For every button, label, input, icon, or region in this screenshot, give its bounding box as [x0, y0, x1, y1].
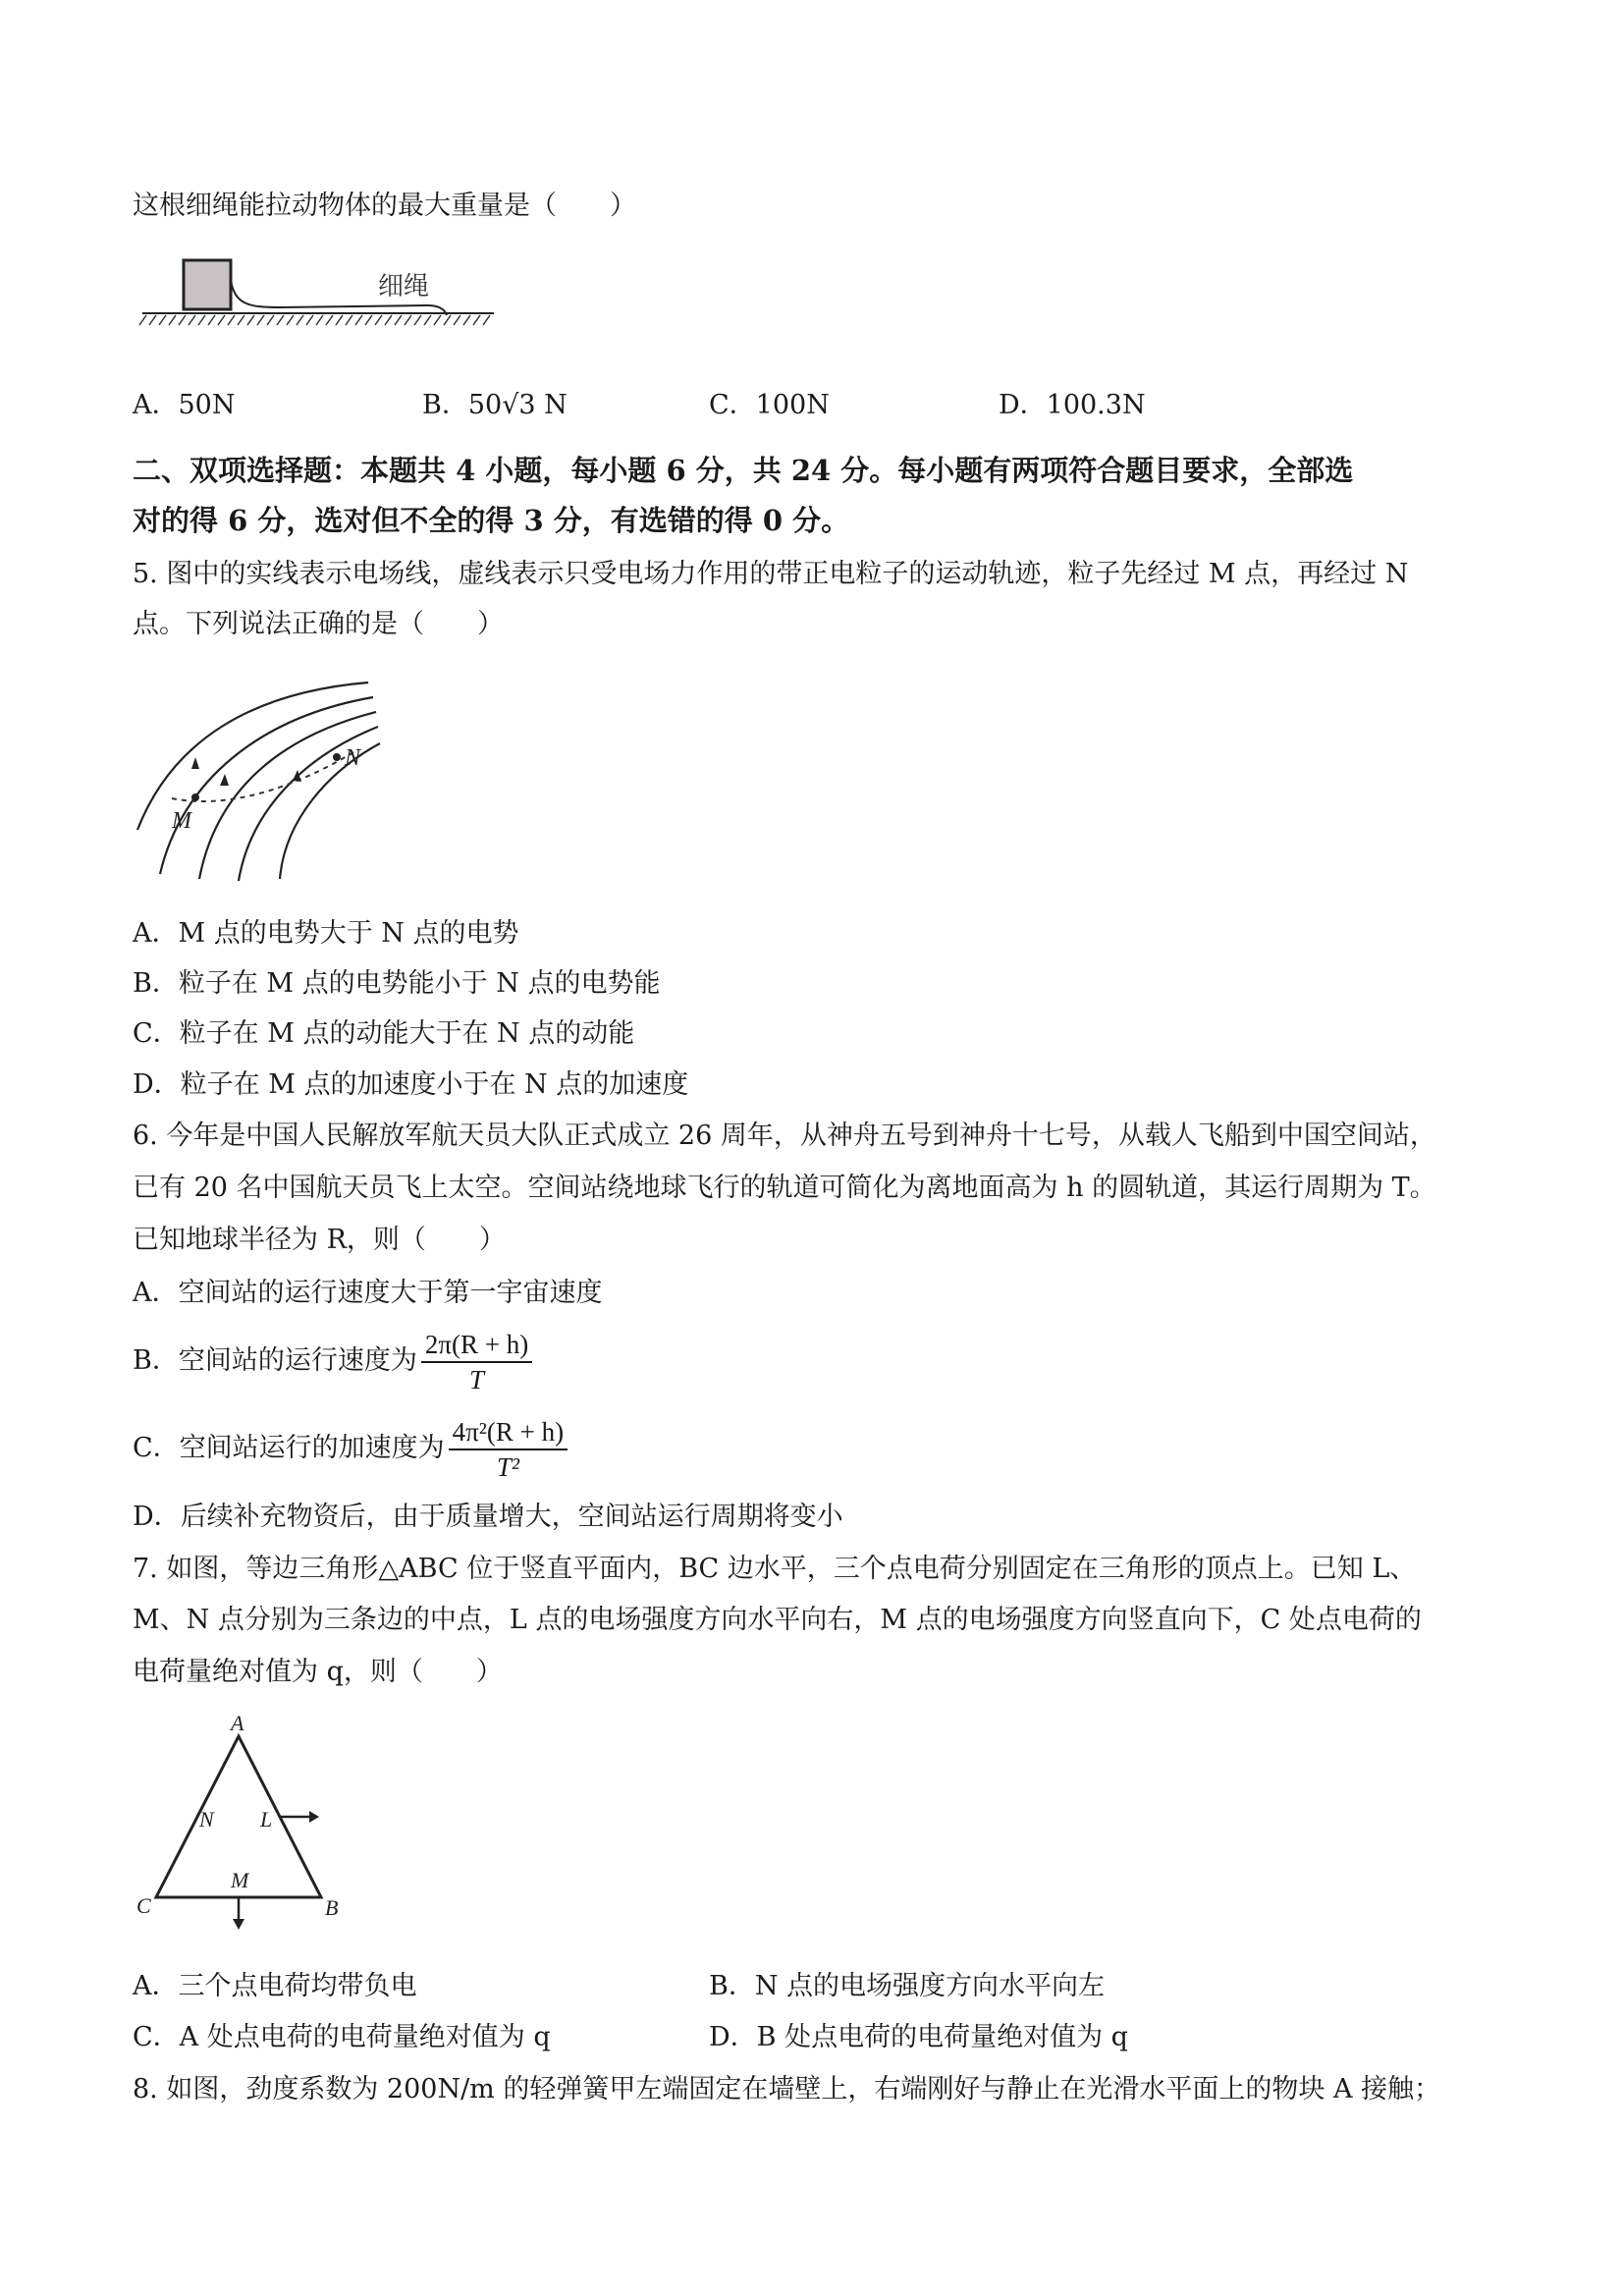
- q7-option-c: C．A 处点电荷的电荷量绝对值为 q: [133, 2022, 551, 2052]
- q4-figure: [133, 250, 501, 329]
- q6-option-a: A．空间站的运行速度大于第一宇宙速度: [133, 1278, 603, 1308]
- label-n: N: [199, 1807, 214, 1831]
- q5-option-a: A．M 点的电势大于 N 点的电势: [133, 918, 519, 949]
- q6-option-c-numerator: 4π²(R + h): [449, 1415, 568, 1450]
- label-vertex-b: B: [325, 1895, 339, 1920]
- q6-option-c-denominator: T²: [496, 1451, 519, 1482]
- q6-option-c: [133, 1411, 568, 1486]
- q6-option-b-numerator: 2π(R + h): [421, 1328, 532, 1363]
- label-n: N: [345, 745, 361, 771]
- q6-stem-line2: 已有 20 名中国航天员飞上太空。空间站绕地球飞行的轨道可简化为离地面高为 h 的圆轨道，其运行周期为 T。: [133, 1173, 1436, 1203]
- q6-option-d: D．后续补充物资后，由于质量增大，空间站运行周期将变小: [133, 1502, 843, 1532]
- section2-title-line1: 二、双项选择题：本题共 4 小题，每小题 6 分，共 24 分。每小题有两项符合题目要求，全部选: [133, 454, 1354, 487]
- q6-option-b-fraction: [421, 1328, 532, 1396]
- label-m: M: [231, 1868, 249, 1892]
- q6-stem-line3: 已知地球半径为 R，则（ ）: [133, 1225, 506, 1255]
- q5-stem-line2: 点。下列说法正确的是（ ）: [133, 609, 504, 639]
- q6-stem-line1: 6. 今年是中国人民解放军航天员大队正式成立 26 周年，从神舟五号到神舟十七号，从载人飞船到中国空间站，: [133, 1121, 1436, 1151]
- q4-option-d: D．100.3N: [999, 390, 1146, 420]
- label-vertex-c: C: [136, 1893, 151, 1918]
- q6-option-b-text: B．空间站的运行速度为: [133, 1345, 417, 1376]
- q7-option-d: D．B 处点电荷的电荷量绝对值为 q: [709, 2022, 1128, 2052]
- field-lines: [137, 683, 380, 881]
- q6-option-c-fraction: [449, 1415, 568, 1484]
- q7-option-b: B．N 点的电场强度方向水平向左: [709, 1971, 1106, 2001]
- q7-stem-line1: 7. 如图，等边三角形△ABC 位于竖直平面内，BC 边水平，三个点电荷分别固定在三角形的顶点上。已知 L、: [133, 1554, 1417, 1584]
- field-arrow-m: [233, 1897, 244, 1930]
- label-m: M: [172, 808, 191, 834]
- q5-option-b: B．粒子在 M 点的电势能小于 N 点的电势能: [133, 968, 661, 999]
- ground-hatching: [139, 315, 490, 325]
- section2-title-line2: 对的得 6 分，选对但不全的得 3 分，有选错的得 0 分。: [133, 504, 850, 537]
- label-vertex-a: A: [231, 1711, 244, 1735]
- label-l: L: [260, 1807, 273, 1831]
- q4-stem: 这根细绳能拉动物体的最大重量是（ ）: [133, 191, 636, 221]
- q5-field-figure: [133, 663, 383, 884]
- q7-option-a: A．三个点电荷均带负电: [133, 1971, 417, 2001]
- q5-option-c: C．粒子在 M 点的动能大于在 N 点的动能: [133, 1018, 635, 1049]
- q7-triangle-figure: [133, 1709, 358, 1935]
- point-m-dot: [191, 793, 199, 801]
- block: [184, 260, 231, 309]
- q4-option-b: B．50√3 N: [422, 390, 568, 420]
- field-arrow-l: [280, 1811, 319, 1823]
- q6-option-b-denominator: T: [469, 1364, 485, 1394]
- q7-stem-line2: M、N 点分别为三条边的中点，L 点的电场强度方向水平向右，M 点的电场强度方向竖直向下，C 处点电荷的: [133, 1605, 1422, 1635]
- q5-stem-line1: 5. 图中的实线表示电场线，虚线表示只受电场力作用的带正电粒子的运动轨迹，粒子先经过 M 点，再经过 N: [133, 559, 1409, 589]
- q6-option-c-text: C．空间站运行的加速度为: [133, 1433, 445, 1463]
- q4-option-c: C．100N: [709, 390, 830, 420]
- rope-label: 细绳: [378, 272, 430, 301]
- trajectory-dashed: [172, 749, 358, 801]
- q4-option-a: A．50N: [133, 390, 236, 420]
- q7-stem-line3: 电荷量绝对值为 q，则（ ）: [133, 1657, 503, 1687]
- point-n-dot: [333, 753, 341, 761]
- q6-option-b: [133, 1324, 532, 1398]
- q8-stem-line1: 8. 如图，劲度系数为 200N/m 的轻弹簧甲左端固定在墙壁上，右端刚好与静止在光滑水平面上的物块 A 接触；: [133, 2074, 1441, 2105]
- q5-option-d: D．粒子在 M 点的加速度小于在 N 点的加速度: [133, 1069, 689, 1100]
